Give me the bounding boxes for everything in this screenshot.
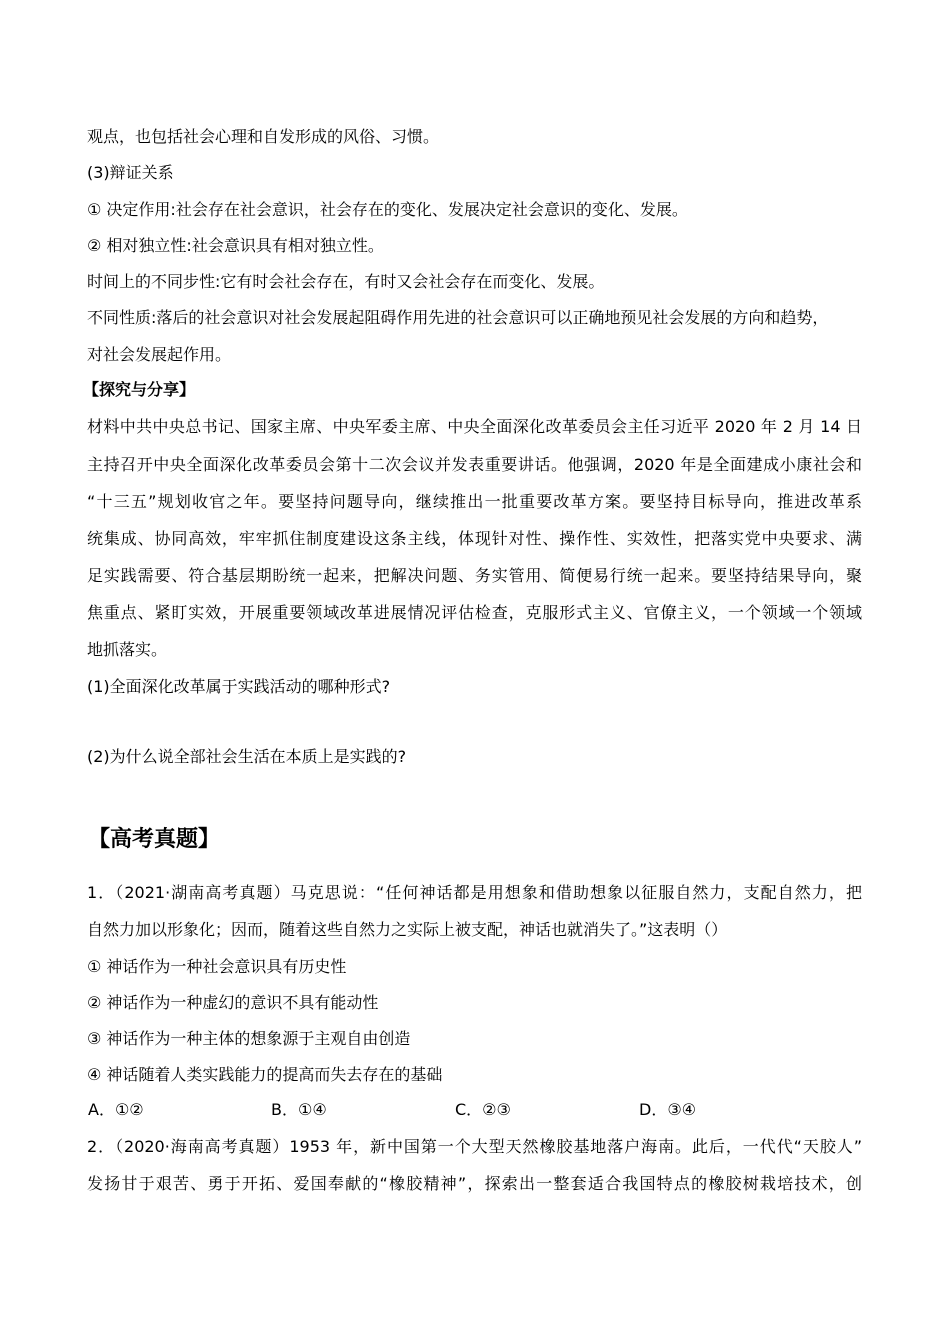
section-title-gaokao: 【高考真题】 [88, 827, 221, 852]
statement-item: ④ 神话随着人类实践能力的提高而失去存在的基础 [87, 1065, 443, 1084]
text-line: ① 决定作用:社会存在社会意识，社会存在的变化、发展决定社会意识的变化、发展。 [87, 200, 688, 219]
material-line: “十三五”规划收官之年。要坚持问题导向，继续推出一批重要改革方案。要坚持目标导向，推进改革系 [87, 492, 862, 511]
material-line: 主持召开中央全面深化改革委员会第十二次会议并发表重要讲话。他强调，2020 年是全面建成小康社会和 [87, 455, 862, 474]
question-2: (2)为什么说全部社会生活在本质上是实践的? [87, 747, 407, 766]
option-a: A．①② [88, 1100, 144, 1119]
text-line: ② 相对独立性:社会意识具有相对独立性。 [87, 236, 384, 255]
material-line: 统集成、协同高效，牢牢抓住制度建设这条主线，体现针对性、操作性、实效性，把落实党中央要求、满 [87, 529, 862, 548]
text-line: 不同性质:落后的社会意识对社会发展起阻碍作用先进的社会意识可以正确地预见社会发展的方向和趋势， [87, 308, 829, 327]
question-stem-line: 2．（2020·海南高考真题）1953 年，新中国第一个大型天然橡胶基地落户海南。此后，一代代“天胶人” [87, 1137, 862, 1156]
question-stem-line: 自然力加以形象化；因而，随着这些自然力之实际上被支配，神话也就消失了。”这表明（） [87, 920, 728, 939]
section-title-explore: 【探究与分享】 [83, 380, 196, 399]
material-line: 地抓落实。 [87, 640, 168, 659]
material-line: 焦重点、紧盯实效，开展重要领域改革进展情况评估检查，克服形式主义、官僚主义，一个领域一个领域 [87, 603, 862, 622]
statement-item: ② 神话作为一种虚幻的意识不具有能动性 [87, 993, 379, 1012]
question-1: (1)全面深化改革属于实践活动的哪种形式? [87, 677, 391, 696]
option-c: C．②③ [455, 1100, 511, 1119]
text-line: 时间上的不同步性:它有时会社会存在，有时又会社会存在而变化、发展。 [87, 272, 605, 291]
subheading-dialectical: (3)辩证关系 [87, 163, 174, 182]
option-d: D．③④ [639, 1100, 697, 1119]
text-line: 观点，也包括社会心理和自发形成的风俗、习惯。 [87, 127, 440, 146]
statement-item: ① 神话作为一种社会意识具有历史性 [87, 957, 347, 976]
text-line: 对社会发展起作用。 [87, 345, 232, 364]
material-line: 足实践需要、符合基层期盼统一起来，把解决问题、务实管用、简便易行统一起来。要坚持结果导向，聚 [87, 566, 862, 585]
question-stem-line: 发扬甘于艰苦、勇于开拓、爱国奉献的“橡胶精神”，探索出一整套适合我国特点的橡胶树栽培技术，创 [87, 1174, 862, 1193]
option-b: B．①④ [271, 1100, 327, 1119]
statement-item: ③ 神话作为一种主体的想象源于主观自由创造 [87, 1029, 411, 1048]
material-line: 材料中共中央总书记、国家主席、中央军委主席、中央全面深化改革委员会主任习近平 2020 年 2 月 14 日 [87, 417, 862, 436]
question-stem-line: 1．（2021·湖南高考真题）马克思说：“任何神话都是用想象和借助想象以征服自然力，支配自然力，把 [87, 883, 862, 902]
